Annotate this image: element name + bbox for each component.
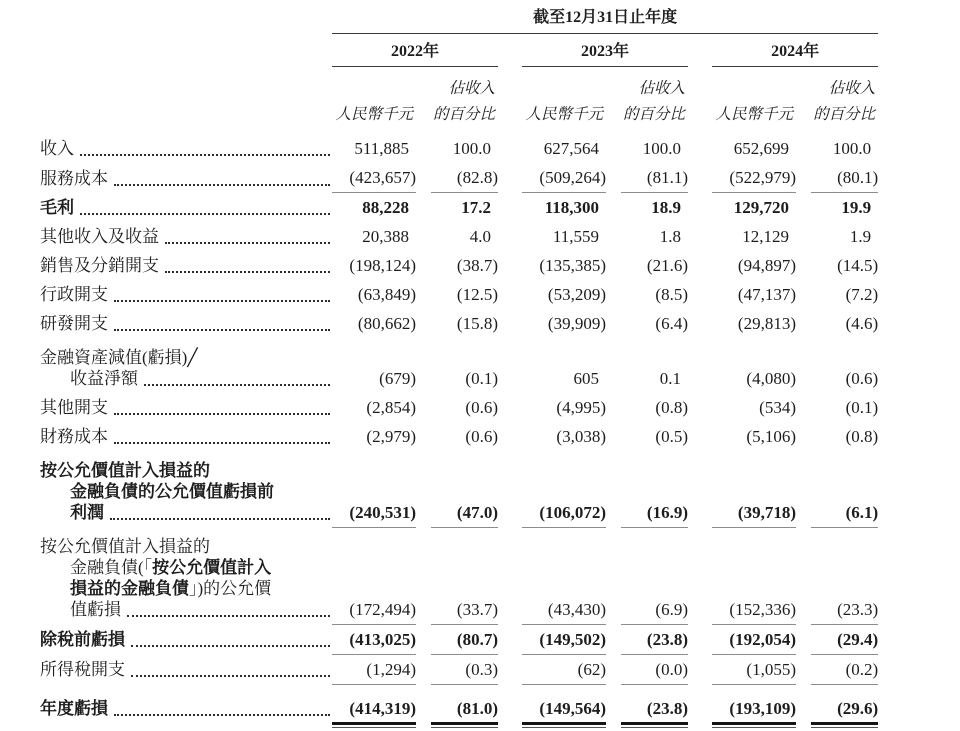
- row-label-text: 金融負債的公允價值虧損前: [70, 482, 274, 501]
- row-label-text: 年度虧損: [40, 699, 108, 718]
- row-label-text: 所得稅開支: [40, 660, 125, 679]
- value-cell: (0.3): [431, 654, 498, 684]
- value-cell: (81.1): [621, 163, 688, 193]
- column-gap: [796, 393, 811, 422]
- dot-leader: [131, 675, 330, 677]
- value-cell: (679): [379, 369, 416, 388]
- value-cell: 511,885: [354, 139, 409, 158]
- column-gap: [606, 222, 621, 251]
- table-row-revenue: [40, 134, 878, 163]
- column-gap: [498, 527, 522, 624]
- dot-leader: [114, 442, 330, 444]
- value-cell: (1,294): [332, 654, 416, 684]
- unit-header-2023: 人民幣千元: [525, 106, 603, 123]
- value-cell: (172,494): [332, 527, 416, 624]
- value-cell: 20,388: [362, 227, 409, 246]
- row-label-text: 損益的金融負債」)的公允價: [70, 579, 272, 598]
- unit-header-2022: 人民幣千元: [335, 106, 413, 123]
- column-gap: [688, 222, 712, 251]
- value-cell: (23.8): [621, 684, 688, 727]
- row-label-text: 按公允價值計入損益的: [40, 461, 210, 480]
- column-gap: [416, 393, 431, 422]
- column-gap: [416, 309, 431, 338]
- value-cell: (0.1): [845, 398, 879, 417]
- row-label: [40, 393, 332, 422]
- value-cell: 605: [573, 369, 599, 388]
- column-gap: [498, 163, 522, 193]
- table-row-gross-profit: [40, 193, 878, 223]
- column-gap: [606, 309, 621, 338]
- column-gap: [688, 624, 712, 654]
- column-gap: [688, 34, 712, 67]
- column-gap: [796, 684, 811, 727]
- label-column-spacer: [40, 8, 332, 34]
- column-gap: [416, 338, 431, 393]
- column-gap: [416, 251, 431, 280]
- column-gap: [796, 67, 811, 135]
- column-gap: [416, 422, 431, 451]
- table-row-rd-expenses: [40, 309, 878, 338]
- value-cell: (33.7): [431, 527, 498, 624]
- label-column-spacer: [40, 34, 332, 67]
- row-label-text: 財務成本: [40, 427, 108, 446]
- column-gap: [796, 222, 811, 251]
- column-gap: [688, 393, 712, 422]
- pct-header-line1: 佔收入: [448, 80, 495, 97]
- column-gap: [498, 422, 522, 451]
- value-cell: 0.1: [659, 369, 681, 388]
- value-cell: (15.8): [456, 314, 498, 333]
- value-cell: (152,336): [712, 527, 796, 624]
- dot-leader: [114, 300, 330, 302]
- value-cell: 11,559: [552, 227, 599, 246]
- dot-leader: [80, 154, 330, 156]
- value-cell: 100.0: [832, 139, 872, 158]
- value-cell: (4,080): [746, 369, 796, 388]
- row-label-text: 除稅前虧損: [40, 630, 125, 649]
- column-gap: [688, 451, 712, 527]
- value-cell: 100.0: [642, 139, 681, 158]
- row-label-text: 收益淨額: [70, 369, 138, 388]
- dot-leader: [114, 184, 330, 186]
- row-label: [40, 684, 332, 727]
- column-gap: [796, 624, 811, 654]
- column-gap: [688, 193, 712, 223]
- row-label: [40, 624, 332, 654]
- value-cell: (23.3): [811, 527, 878, 624]
- column-gap: [796, 422, 811, 451]
- column-gap: [498, 309, 522, 338]
- row-label-text: 金融負債(「按公允價值計入: [70, 558, 272, 577]
- value-cell: (0.6): [845, 369, 879, 388]
- year-header-2023: 2023年: [522, 34, 688, 67]
- value-cell: (192,054): [712, 624, 796, 654]
- value-cell: (29.4): [811, 624, 878, 654]
- row-label-text: 研發開支: [40, 314, 108, 333]
- pct-header-2023: [621, 67, 688, 135]
- column-gap: [606, 393, 621, 422]
- value-cell: (0.5): [655, 427, 688, 446]
- column-gap: [606, 338, 621, 393]
- value-cell: (414,319): [332, 684, 416, 727]
- column-gap: [606, 624, 621, 654]
- column-gap: [688, 654, 712, 684]
- income-statement-table: [40, 8, 878, 728]
- row-label: [40, 527, 332, 624]
- column-gap: [416, 67, 431, 135]
- value-cell: (7.2): [845, 285, 879, 304]
- table-row-selling-and-distribution-expenses: [40, 251, 878, 280]
- value-cell: (38.7): [456, 256, 498, 275]
- pct-header-2024: [811, 67, 878, 135]
- value-cell: (21.6): [646, 256, 688, 275]
- column-gap: [796, 251, 811, 280]
- column-gap: [796, 309, 811, 338]
- dot-leader: [114, 413, 330, 415]
- column-gap: [606, 280, 621, 309]
- column-gap: [416, 527, 431, 624]
- column-gap: [498, 134, 522, 163]
- value-cell: (0.8): [655, 398, 688, 417]
- column-gap: [416, 163, 431, 193]
- column-gap: [796, 193, 811, 223]
- year-header-2022: 2022年: [332, 34, 498, 67]
- value-cell: (80.1): [811, 163, 878, 193]
- value-cell: (8.5): [655, 285, 688, 304]
- row-label-text: 其他收入及收益: [40, 227, 159, 246]
- dot-leader: [165, 242, 330, 244]
- column-gap: [606, 451, 621, 527]
- column-gap: [688, 309, 712, 338]
- table-row-loss-for-the-year: [40, 684, 878, 727]
- table-row-other-income-and-gains: [40, 222, 878, 251]
- column-gap: [688, 163, 712, 193]
- value-cell: (62): [522, 654, 606, 684]
- column-gap: [688, 67, 712, 135]
- column-gap: [416, 624, 431, 654]
- value-cell: (6.9): [621, 527, 688, 624]
- value-cell: (0.6): [465, 398, 498, 417]
- row-label-text: 金融資產減值(虧損)╱: [40, 348, 198, 367]
- value-cell: (43,430): [522, 527, 606, 624]
- pct-header-line1: 佔收入: [828, 80, 876, 97]
- column-gap: [416, 654, 431, 684]
- row-label-text: 行政開支: [40, 285, 108, 304]
- table-row-other-expenses: [40, 393, 878, 422]
- dot-leader: [127, 615, 330, 617]
- row-label-text: 收入: [40, 139, 74, 158]
- column-gap: [688, 251, 712, 280]
- column-gap: [498, 34, 522, 67]
- column-gap: [796, 527, 811, 624]
- dot-leader: [144, 384, 330, 386]
- value-cell: (193,109): [712, 684, 796, 727]
- value-cell: (14.5): [837, 256, 879, 275]
- row-label: [40, 338, 332, 393]
- value-cell: (4,995): [556, 398, 606, 417]
- value-cell: (29,813): [737, 314, 796, 333]
- column-gap: [606, 67, 621, 135]
- table-row-cost-of-services: [40, 163, 878, 193]
- pct-header-2022: [431, 67, 498, 135]
- value-cell: (413,025): [332, 624, 416, 654]
- dot-leader: [110, 518, 330, 520]
- column-gap: [606, 422, 621, 451]
- column-gap: [796, 280, 811, 309]
- value-cell: (198,124): [349, 256, 416, 275]
- column-gap: [796, 163, 811, 193]
- value-cell: (149,502): [522, 624, 606, 654]
- row-label-text: 其他開支: [40, 398, 108, 417]
- row-label: [40, 163, 332, 193]
- column-gap: [498, 624, 522, 654]
- dot-leader: [80, 213, 330, 215]
- value-cell: (39,909): [547, 314, 606, 333]
- row-label: [40, 280, 332, 309]
- value-cell: (5,106): [746, 427, 796, 446]
- value-cell: (16.9): [621, 451, 688, 527]
- value-cell: 4.0: [469, 227, 491, 246]
- value-cell: 18.9: [651, 198, 681, 217]
- value-cell: (0.2): [811, 654, 878, 684]
- value-cell: (423,657): [332, 163, 416, 193]
- value-cell: (0.8): [845, 427, 879, 446]
- value-cell: (6.4): [655, 314, 688, 333]
- column-gap: [498, 280, 522, 309]
- column-gap: [606, 654, 621, 684]
- column-gap: [606, 684, 621, 727]
- value-cell: (106,072): [522, 451, 606, 527]
- value-cell: (47.0): [431, 451, 498, 527]
- column-gap: [416, 280, 431, 309]
- row-label: [40, 309, 332, 338]
- column-gap: [498, 338, 522, 393]
- year-header-2024: 2024年: [712, 34, 878, 67]
- value-cell: 1.9: [849, 227, 872, 246]
- column-gap: [688, 280, 712, 309]
- pct-header-line2: 的百分比: [622, 106, 685, 123]
- unit-header-2024: 人民幣千元: [715, 106, 793, 123]
- value-cell: (135,385): [539, 256, 606, 275]
- value-cell: (94,897): [737, 256, 796, 275]
- row-label: [40, 654, 332, 684]
- row-label-text: 利潤: [70, 503, 104, 522]
- value-cell: (2,854): [366, 398, 416, 417]
- column-gap: [606, 134, 621, 163]
- row-label: [40, 222, 332, 251]
- value-cell: (80.7): [431, 624, 498, 654]
- column-gap: [498, 684, 522, 727]
- value-cell: 12,129: [742, 227, 789, 246]
- table-row-profit-before-fair-value-losses: [40, 451, 878, 527]
- value-cell: (149,564): [522, 684, 606, 727]
- value-cell: (534): [759, 398, 796, 417]
- value-cell: (80,662): [357, 314, 416, 333]
- value-cell: (3,038): [556, 427, 606, 446]
- value-cell: 118,300: [544, 198, 599, 217]
- row-label-text: 按公允價值計入損益的: [40, 537, 210, 556]
- value-cell: (53,209): [547, 285, 606, 304]
- column-gap: [796, 338, 811, 393]
- column-gap: [688, 338, 712, 393]
- value-cell: 129,720: [733, 198, 789, 217]
- pct-header-line2: 的百分比: [432, 106, 495, 123]
- pct-header-line1: 佔收入: [638, 80, 685, 97]
- column-header-row: [40, 67, 878, 135]
- row-label-text: 毛利: [40, 198, 74, 217]
- column-gap: [498, 654, 522, 684]
- value-cell: 17.2: [461, 198, 491, 217]
- table-row-income-tax-expense: [40, 654, 878, 684]
- value-cell: (29.6): [811, 684, 878, 727]
- value-cell: (2,979): [366, 427, 416, 446]
- dot-leader: [131, 645, 330, 647]
- value-cell: (81.0): [431, 684, 498, 727]
- column-gap: [498, 451, 522, 527]
- dot-leader: [114, 329, 330, 331]
- column-gap: [688, 134, 712, 163]
- column-gap: [498, 67, 522, 135]
- value-cell: 88,228: [362, 198, 409, 217]
- column-gap: [498, 193, 522, 223]
- value-cell: (6.1): [811, 451, 878, 527]
- year-header-row: [40, 34, 878, 67]
- column-gap: [796, 451, 811, 527]
- column-gap: [416, 684, 431, 727]
- column-gap: [796, 134, 811, 163]
- row-label-text: 值虧損: [70, 600, 121, 619]
- column-gap: [606, 193, 621, 223]
- row-label: [40, 451, 332, 527]
- column-gap: [416, 222, 431, 251]
- value-cell: 627,564: [543, 139, 599, 158]
- row-label: [40, 251, 332, 280]
- value-cell: (1,055): [712, 654, 796, 684]
- row-label: [40, 134, 332, 163]
- row-label-text: 銷售及分銷開支: [40, 256, 159, 275]
- table-row-administrative-expenses: [40, 280, 878, 309]
- table-row-loss-before-tax: [40, 624, 878, 654]
- value-cell: (0.0): [621, 654, 688, 684]
- column-gap: [606, 527, 621, 624]
- column-gap: [416, 193, 431, 223]
- row-label: [40, 422, 332, 451]
- table-row-finance-costs: [40, 422, 878, 451]
- value-cell: (4.6): [845, 314, 879, 333]
- column-gap: [688, 684, 712, 727]
- column-gap: [498, 393, 522, 422]
- table-row-impairment-of-financial-assets: [40, 338, 878, 393]
- value-cell: (63,849): [357, 285, 416, 304]
- pct-header-line2: 的百分比: [813, 106, 876, 123]
- value-cell: 19.9: [841, 198, 872, 217]
- value-cell: (39,718): [712, 451, 796, 527]
- period-header-row: [40, 8, 878, 34]
- dot-leader: [165, 271, 330, 273]
- column-gap: [796, 654, 811, 684]
- value-cell: (240,531): [332, 451, 416, 527]
- column-gap: [498, 222, 522, 251]
- value-cell: (522,979): [712, 163, 796, 193]
- label-column-spacer: [40, 67, 332, 135]
- value-cell: 100.0: [452, 139, 491, 158]
- column-gap: [498, 251, 522, 280]
- column-gap: [606, 163, 621, 193]
- table-row-fair-value-losses-on-financial-liabilities: [40, 527, 878, 624]
- value-cell: (23.8): [621, 624, 688, 654]
- column-gap: [416, 451, 431, 527]
- value-cell: (47,137): [737, 285, 796, 304]
- dot-leader: [114, 714, 330, 716]
- value-cell: (82.8): [431, 163, 498, 193]
- row-label-text: 服務成本: [40, 168, 108, 188]
- period-header: 截至12月31日止年度: [332, 8, 878, 34]
- column-gap: [688, 422, 712, 451]
- value-cell: (509,264): [522, 163, 606, 193]
- value-cell: (0.6): [465, 427, 498, 446]
- column-gap: [688, 527, 712, 624]
- value-cell: 652,699: [733, 139, 789, 158]
- value-cell: (0.1): [465, 369, 498, 388]
- column-gap: [416, 134, 431, 163]
- value-cell: (12.5): [456, 285, 498, 304]
- row-label: [40, 193, 332, 223]
- column-gap: [606, 251, 621, 280]
- value-cell: 1.8: [659, 227, 681, 246]
